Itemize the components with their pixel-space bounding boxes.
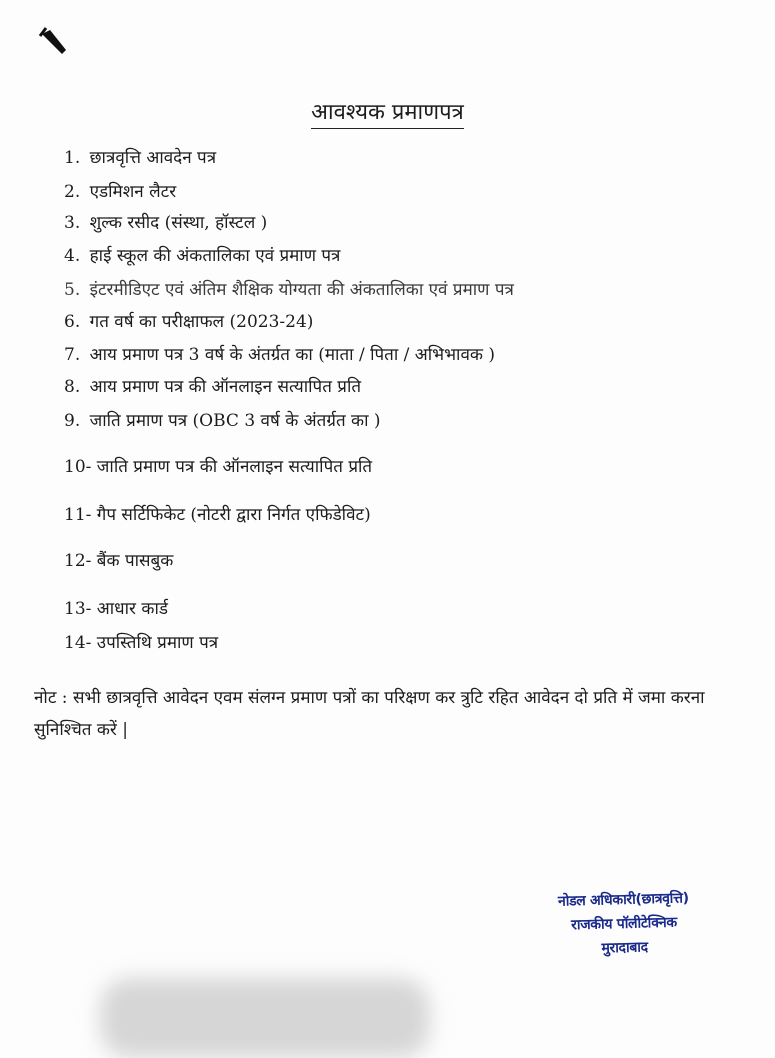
pin-icon bbox=[36, 24, 70, 58]
list-item-number: 10- bbox=[64, 457, 92, 477]
note-paragraph: नोट : सभी छात्रवृत्ति आवेदन एवम संलग्न प्रमाण पत्रों का परिक्षण कर त्रुटि रहित आवेदन दो प्रति में जमा करना सुनिश्चित करें | bbox=[34, 688, 705, 740]
list-item-text: बैंक पासबुक bbox=[96, 551, 174, 571]
page-title-text: आवश्यक प्रमाणपत्र bbox=[311, 100, 464, 129]
list-item-text: जाति प्रमाण पत्र (OBC 3 वर्ष के अंतर्ग्रत का ) bbox=[89, 411, 381, 431]
list-item-number: 3. bbox=[64, 213, 81, 233]
list-item bbox=[64, 282, 514, 299]
list-item bbox=[64, 553, 173, 570]
list-item-text: आय प्रमाण पत्र की ऑनलाइन सत्यापित प्रति bbox=[89, 377, 362, 397]
list-item-text: गत वर्ष का परीक्षाफल (2023-24) bbox=[89, 312, 314, 332]
list-item bbox=[64, 459, 372, 476]
list-item bbox=[64, 248, 340, 265]
list-item-number: 14- bbox=[64, 633, 92, 653]
list-item-number: 7. bbox=[64, 345, 81, 365]
list-item-number: 9. bbox=[64, 411, 81, 431]
list-item-number: 11- bbox=[64, 505, 92, 525]
list-item-text: इंटरमीडिएट एवं अंतिम शैक्षिक योग्यता की अंकतालिका एवं प्रमाण पत्र bbox=[89, 280, 514, 300]
signature-line: नोडल अधिकारी(छात्रवृत्ति) bbox=[557, 890, 689, 910]
list-item-number: 8. bbox=[64, 377, 81, 397]
list-item-text: शुल्क रसीद (संस्था, हॉस्टल ) bbox=[89, 213, 268, 233]
list-item-text: गैप सर्टिफिकेट (नोटरी द्वारा निर्गत एफिडेविट) bbox=[96, 505, 371, 525]
list-item-text: आय प्रमाण पत्र 3 वर्ष के अंतर्ग्रत का (माता / पिता / अभिभावक ) bbox=[89, 345, 495, 365]
list-item bbox=[64, 635, 218, 652]
list-item-text: आधार कार्ड bbox=[96, 599, 168, 619]
list-item-text: छात्रवृत्ति आवदेन पत्र bbox=[89, 148, 217, 168]
list-item-number: 4. bbox=[64, 246, 81, 266]
list-item-text: एडमिशन लैटर bbox=[89, 182, 177, 202]
list-item bbox=[64, 347, 495, 364]
list-item bbox=[64, 379, 361, 396]
blurred-region bbox=[100, 978, 430, 1058]
list-item bbox=[64, 314, 313, 331]
list-item-number: 13- bbox=[64, 599, 92, 619]
list-item bbox=[64, 601, 168, 618]
list-item bbox=[64, 184, 176, 201]
list-item-text: हाई स्कूल की अंकतालिका एवं प्रमाण पत्र bbox=[89, 246, 341, 266]
list-item bbox=[64, 413, 381, 430]
page-title bbox=[0, 96, 775, 126]
signature-line: राजकीय पॉलीटेक्निक bbox=[570, 914, 678, 934]
list-item-number: 2. bbox=[64, 182, 81, 202]
signature-line: मुरादाबाद bbox=[601, 939, 649, 957]
signature-stamp bbox=[533, 886, 715, 963]
list-item-number: 12- bbox=[64, 551, 92, 571]
list-item-number: 5. bbox=[64, 280, 81, 300]
list-item bbox=[64, 150, 216, 167]
list-item-text: जाति प्रमाण पत्र की ऑनलाइन सत्यापित प्रति bbox=[96, 457, 373, 477]
list-item-number: 6. bbox=[64, 312, 81, 332]
list-item bbox=[64, 507, 371, 524]
list-item bbox=[64, 215, 267, 232]
list-item-number: 1. bbox=[64, 148, 81, 168]
list-item-text: उपस्तिथि प्रमाण पत्र bbox=[96, 633, 219, 653]
